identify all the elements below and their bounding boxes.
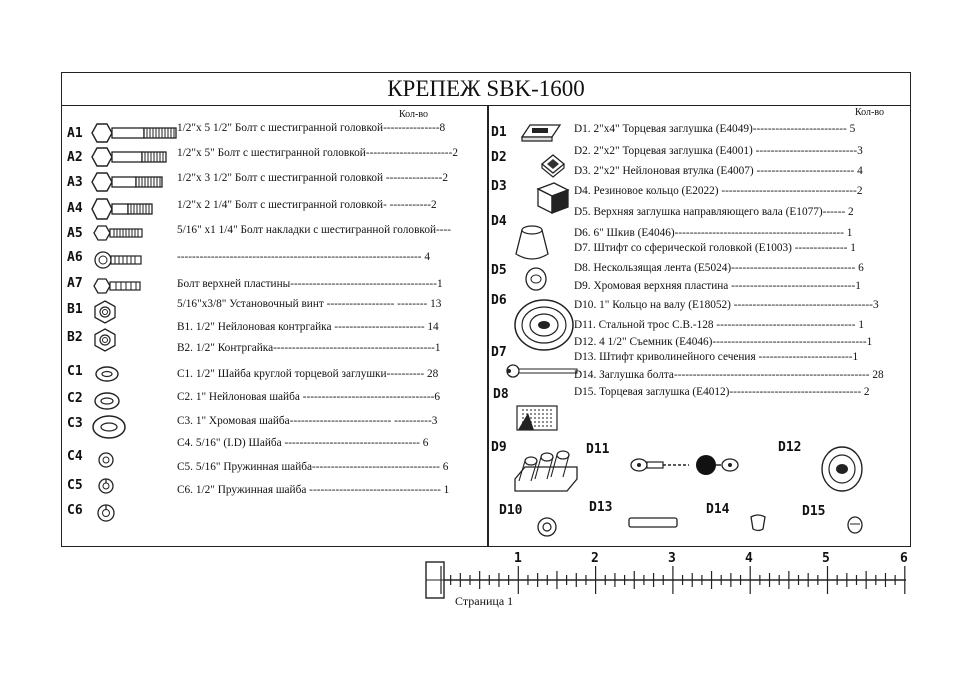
- label-a1: A1: [67, 126, 83, 141]
- line-d7: D7. Штифт со сферической головкой (E1003) -------------- 1: [574, 242, 856, 254]
- label-c5: C5: [67, 478, 83, 493]
- line-d14: D14. Заглушка болта---------------------------------------------------- 28: [574, 369, 884, 381]
- line-c5: C5. 5/16" Пружинная шайба---------------------------------- 6: [177, 461, 449, 473]
- line-d6: D6. 6" Шкив (E4046)--------------------------------------------- 1: [574, 227, 853, 239]
- label-b2: B2: [67, 330, 83, 345]
- line-a7: Болт верхней пластины---------------------------------------1: [177, 278, 443, 290]
- line-a4: 1/2"x 2 1/4" Болт с шестигранной головкой- -----------2: [177, 199, 437, 211]
- label-a6: A6: [67, 250, 83, 265]
- label-a4: A4: [67, 201, 83, 216]
- label-d7: D7: [491, 345, 507, 360]
- line-d2: D2. 2"x2" Торцевая заглушка (E4001) ---------------------------3: [574, 145, 863, 157]
- label-d15: D15: [802, 504, 826, 519]
- ruler-number-3: 3: [668, 551, 676, 566]
- line-c4: C4. 5/16" (I.D) Шайба ------------------------------------ 6: [177, 437, 429, 449]
- line-b2: B2. 1/2" Контргайка-------------------------------------------1: [177, 342, 441, 354]
- ruler-number-4: 4: [745, 551, 753, 566]
- ruler-number-1: 1: [514, 551, 522, 566]
- line-d1: D1. 2"x4" Торцевая заглушка (E4049)------------------------- 5: [574, 123, 856, 135]
- label-c4: C4: [67, 449, 83, 464]
- line-d12: D12. 4 1/2" Съемник (E4046)-----------------------------------------1: [574, 336, 873, 348]
- label-d2: D2: [491, 150, 507, 165]
- line-c6: C6. 1/2" Пружинная шайба ----------------------------------- 1: [177, 484, 450, 496]
- ruler-number-2: 2: [591, 551, 599, 566]
- line-d10: D10. 1" Кольцо на валу (E18052) -------------------------------------3: [574, 299, 879, 311]
- qty-header-right: Кол-во: [855, 107, 885, 118]
- label-d13: D13: [589, 500, 613, 515]
- label-d9: D9: [491, 440, 507, 455]
- label-d12: D12: [778, 440, 802, 455]
- line-d4: D4. Резиновое кольцо (E2022) ------------------------------------2: [574, 185, 863, 197]
- line-a6: ----------------------------------------------------------------- 4: [177, 251, 430, 263]
- label-a7: A7: [67, 276, 83, 291]
- line-d11: D11. Стальной трос С.В.-128 ------------------------------------- 1: [574, 319, 865, 331]
- label-b1: B1: [67, 302, 83, 317]
- label-c2: C2: [67, 391, 83, 406]
- label-a2: A2: [67, 150, 83, 165]
- line-d15: D15. Торцевая заглушка (E4012)----------------------------------- 2: [574, 386, 870, 398]
- ruler-number-6: 6: [900, 551, 908, 566]
- label-d14: D14: [706, 502, 730, 517]
- line-c3: C3. 1" Хромовая шайба--------------------------- ----------3: [177, 415, 438, 427]
- label-c1: C1: [67, 364, 83, 379]
- label-d4: D4: [491, 214, 507, 229]
- line-a5: 5/16" x1 1/4" Болт накладки с шестигранной головкой----: [177, 224, 452, 236]
- label-d11: D11: [586, 442, 610, 457]
- line-d13: D13. Штифт криволинейного сечения -------------------------1: [574, 351, 859, 363]
- line-b1: B1. 1/2" Нейлоновая контргайка ------------------------ 14: [177, 321, 439, 333]
- label-d1: D1: [491, 125, 507, 140]
- label-c3: C3: [67, 416, 83, 431]
- line-d5: D5. Верхняя заглушка направляющего вала (E1077)------ 2: [574, 206, 854, 218]
- line-set-screw: 5/16"x3/8" Установочный винт ------------------ -------- 13: [177, 298, 442, 310]
- label-a3: A3: [67, 175, 83, 190]
- line-d3: D3. 2"x2" Нейлоновая втулка (E4007) -------------------------- 4: [574, 165, 863, 177]
- qty-header-left: Кол-во: [399, 109, 429, 120]
- label-a5: A5: [67, 226, 83, 241]
- page-title: КРЕПЕЖ SBK-1600: [62, 73, 910, 106]
- line-a1: 1/2"x 5 1/2" Болт с шестигранной головкой---------------8: [177, 122, 446, 134]
- line-c1: C1. 1/2" Шайба круглой торцевой заглушки---------- 28: [177, 368, 439, 380]
- label-c6: C6: [67, 503, 83, 518]
- line-d9: D9. Хромовая верхняя пластина ---------------------------------1: [574, 280, 861, 292]
- label-d3: D3: [491, 179, 507, 194]
- label-d6: D6: [491, 293, 507, 308]
- line-a2: 1/2"x 5" Болт с шестигранной головкой-----------------------2: [177, 147, 458, 159]
- ruler-number-5: 5: [822, 551, 830, 566]
- label-d10: D10: [499, 503, 523, 518]
- page-number: Страница 1: [455, 594, 514, 608]
- label-d5: D5: [491, 263, 507, 278]
- line-a3: 1/2"x 3 1/2" Болт с шестигранной головкой ---------------2: [177, 172, 448, 184]
- label-d8: D8: [493, 387, 509, 402]
- line-d8: D8. Нескользящая лента (E5024)--------------------------------- 6: [574, 262, 864, 274]
- line-c2: C2. 1" Нейлоновая шайба -----------------------------------6: [177, 391, 440, 403]
